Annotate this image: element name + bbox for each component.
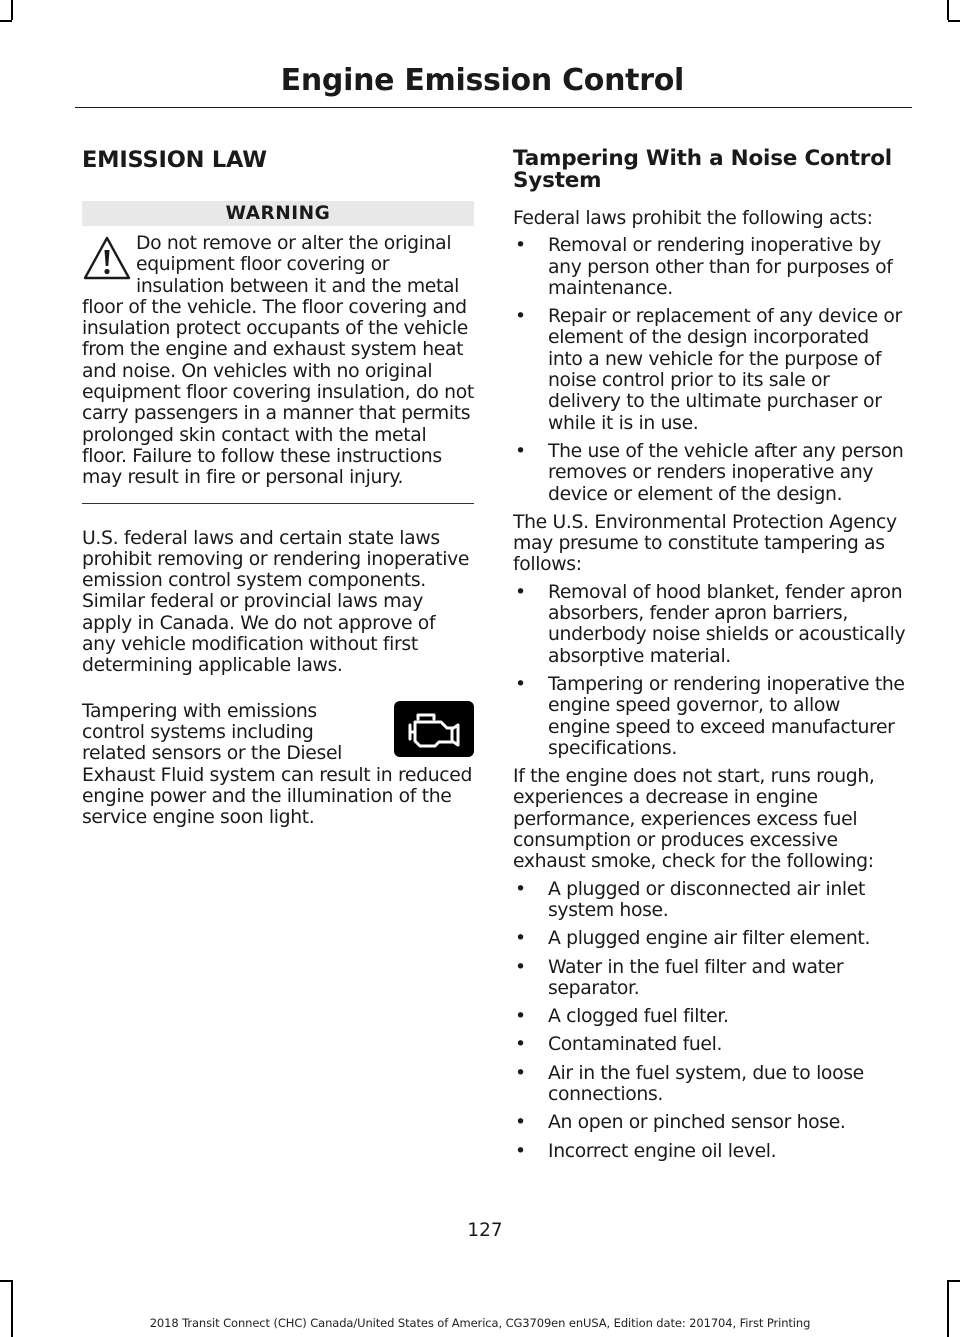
crop-mark (948, 1280, 960, 1282)
crop-mark (0, 20, 12, 22)
list-tampering-acts (513, 582, 907, 759)
paragraph-tampering-emissions: Tampering with emissions control systems including related sensors or the Diesel Exhaust Fluid system can result in reduced engine power and the illumination of the service engine soon light. (82, 700, 473, 829)
warning-text: Do not remove or alter the original equipment floor covering or insulation between it and the metal floor of the vehicle. The floor covering and insulation protect occupants of the vehicle from the engine and exhaust system heat and noise. On vehicles with no original equipment floor covering insulation, do not carry passengers in a manner that permits prolonged skin contact with the metal floor. Failure to follow these instructions may result in fire or personal injury. (82, 233, 474, 489)
warning-box (82, 226, 474, 504)
list-item: • An open or pinched sensor hose. (513, 1112, 907, 1133)
list-item: • Tampering or rendering inoperative the engine speed governor, to allow engine speed to exceed manufacturer specifications. (513, 674, 907, 759)
list-item: • Contaminated fuel. (513, 1034, 907, 1055)
section-title-noise-control: Tampering With a Noise Control System (513, 146, 892, 193)
list-item: • Repair or replacement of any device or element of the design incorporated into a new vehicle for the purpose of noise control prior to its sale or delivery to the ultimate purchaser or while it is in use. (513, 306, 907, 434)
list-item: • Water in the fuel filter and water separator. (513, 957, 907, 1000)
tampering-paragraph-block (82, 701, 474, 829)
list-item: • Removal or rendering inoperative by any person other than for purposes of maintenance. (513, 235, 907, 299)
list-item: • A plugged engine air filter element. (513, 928, 907, 949)
lead-epa: The U.S. Environmental Protection Agency may presume to constitute tampering as follows: (513, 511, 897, 576)
left-column (82, 148, 474, 828)
footer-edition-info: 2018 Transit Connect (CHC) Canada/United States of America, CG3709en enUSA, Edition date: 201704, First Printing (149, 1316, 811, 1330)
list-engine-checks (513, 879, 907, 1162)
right-column (513, 148, 907, 1169)
crop-mark (948, 20, 960, 22)
page-title: Engine Emission Control (280, 63, 684, 98)
page-number: 127 (467, 1220, 503, 1241)
section-title-emission-law: EMISSION LAW (82, 147, 267, 173)
crop-mark (11, 0, 13, 20)
list-prohibited-acts (513, 235, 907, 505)
list-item: • Removal of hood blanket, fender apron absorbers, fender apron barriers, underbody noise shields or acoustically absorptive material. (513, 582, 907, 667)
lead-engine-check: If the engine does not start, runs rough, experiences a decrease in engine performance, experiences excess fuel consumption or produces excessive exhaust smoke, check for the following: (513, 766, 875, 873)
lead-federal-prohibit: Federal laws prohibit the following acts: (513, 208, 873, 229)
list-item: • Air in the fuel system, due to loose connections. (513, 1063, 907, 1106)
crop-mark (947, 0, 949, 20)
crop-mark (0, 1280, 12, 1282)
check-engine-icon (394, 701, 474, 757)
list-item: • The use of the vehicle after any person removes or renders inoperative any device or element of the design. (513, 441, 907, 505)
list-item: • A plugged or disconnected air inlet system hose. (513, 879, 907, 922)
warning-triangle-icon (82, 235, 132, 281)
page-header (75, 60, 912, 108)
warning-label: WARNING (82, 201, 474, 226)
list-item: • A clogged fuel filter. (513, 1006, 907, 1027)
paragraph-federal-laws: U.S. federal laws and certain state laws prohibit removing or rendering inoperative emission control system components. Similar federal or provincial laws may apply in Canada. We do not approve of any vehicle modification without first determining applicable laws. (82, 527, 470, 677)
list-item: • Incorrect engine oil level. (513, 1141, 907, 1162)
